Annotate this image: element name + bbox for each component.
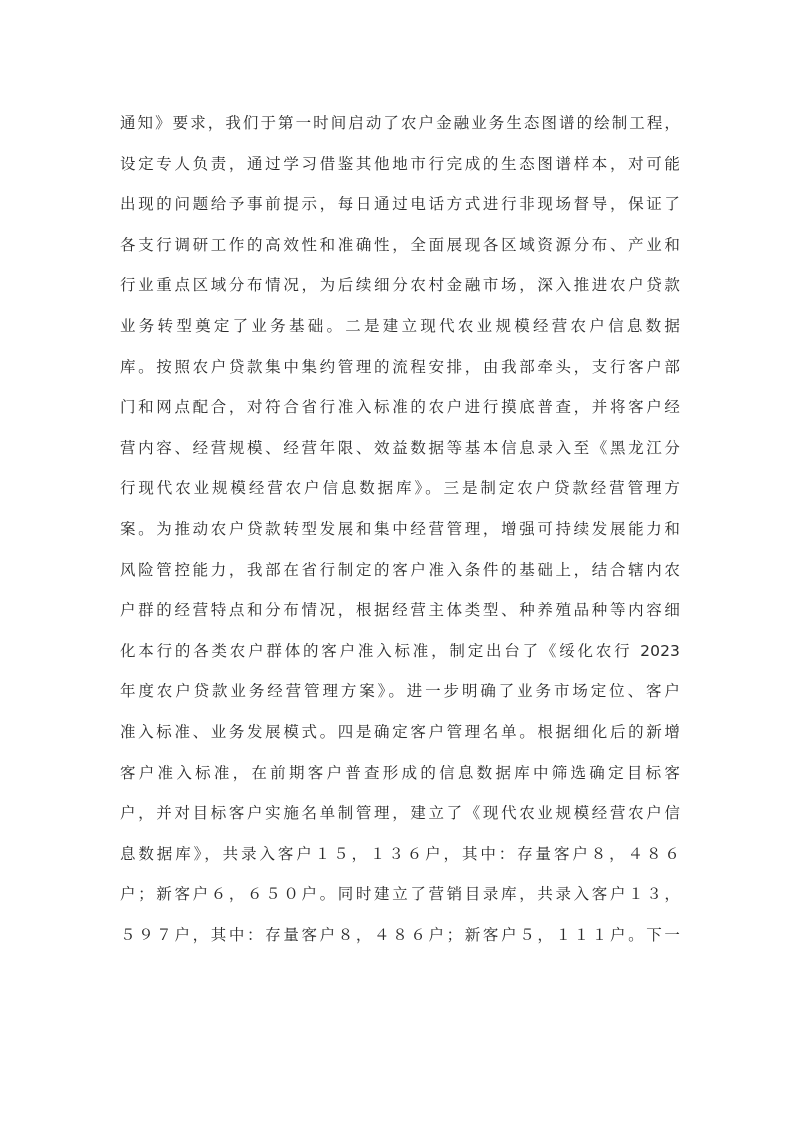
- text-line: 门和网点配合，对符合省行准入标准的农户进行摸底普查，并将客户经: [120, 398, 680, 417]
- text-line: 户，并对目标客户实施名单制管理，建立了《现代农业规模经营农户信: [120, 804, 680, 823]
- text-line: 出现的问题给予事前提示，每日通过电话方式进行非现场督导，保证了: [120, 195, 680, 214]
- text-line: 行业重点区域分布情况，为后续细分农村金融市场，深入推进农户贷款: [120, 276, 680, 295]
- text-line: 各支行调研工作的高效性和准确性，全面展现各区域资源分布、产业和: [120, 235, 680, 254]
- text-line: 业务转型奠定了业务基础。二是建立现代农业规模经营农户信息数据: [120, 316, 680, 335]
- text-line: 年度农户贷款业务经营管理方案》。进一步明确了业务市场定位、客户: [120, 682, 680, 701]
- text-line: 风险管控能力，我部在省行制定的客户准入条件的基础上，结合辖内农: [120, 560, 680, 579]
- text-line: 息数据库》，共录入客户１５，１３６户，其中：存量客户８，４８６: [120, 844, 680, 863]
- text-line: 设定专人负责，通过学习借鉴其他地市行完成的生态图谱样本，对可能: [120, 154, 680, 173]
- text-line: ５９７户，其中：存量客户８，４８６户；新客户５，１１１户。下一: [120, 925, 680, 944]
- text-line: 客户准入标准，在前期客户普查形成的信息数据库中筛选确定目标客: [120, 763, 680, 782]
- text-line: 户；新客户６，６５０户。同时建立了营销目录库，共录入客户１３，: [120, 885, 680, 904]
- text-line: 通知》要求，我们于第一时间启动了农户金融业务生态图谱的绘制工程，: [120, 114, 680, 132]
- text-line: 户群的经营特点和分布情况，根据经营主体类型、种养殖品种等内容细: [120, 601, 680, 620]
- text-line: 库。按照农户贷款集中集约管理的流程安排，由我部牵头，支行客户部: [120, 357, 680, 376]
- body-paragraph: [120, 103, 680, 955]
- text-line: 营内容、经营规模、经营年限、效益数据等基本信息录入至《黑龙江分: [120, 438, 680, 457]
- text-line: 行现代农业规模经营农户信息数据库》。三是制定农户贷款经营管理方: [120, 479, 680, 498]
- text-line: 案。为推动农户贷款转型发展和集中经营管理，增强可持续发展能力和: [120, 519, 680, 538]
- text-line: 准入标准、业务发展模式。四是确定客户管理名单。根据细化后的新增: [120, 722, 680, 741]
- text-line: 化本行的各类农户群体的客户准入标准，制定出台了《绥化农行 2023: [120, 641, 680, 660]
